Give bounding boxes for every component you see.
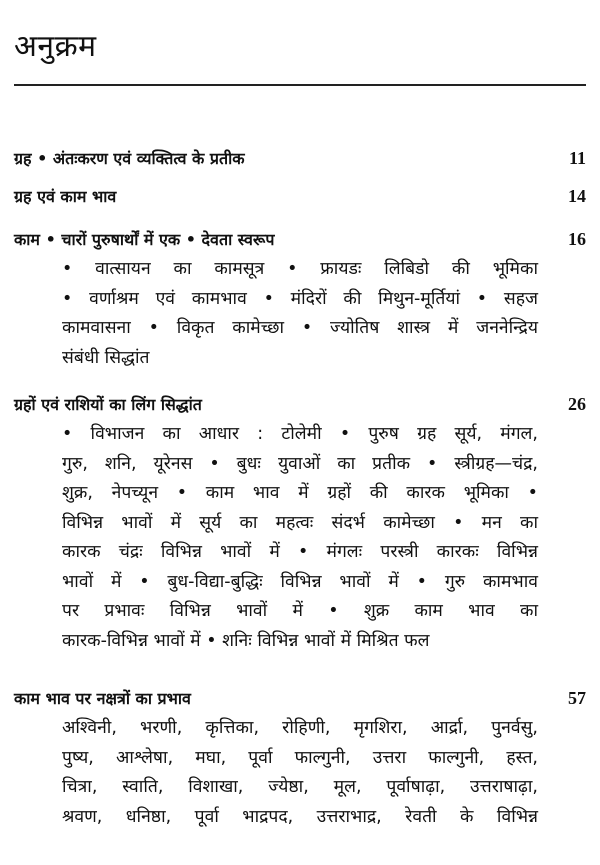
toc-page-number: 14 (568, 186, 586, 206)
subtopic-line: भावों में • बुध-विद्या-बुद्धिः विभिन्न भावों में • गुरु कामभाव (62, 571, 538, 592)
toc-entry-heading[interactable]: काम • चारों पुरुषार्थों में एक • देवता स्वरूप (14, 230, 275, 249)
toc-entry[interactable] (14, 224, 586, 373)
toc-entry[interactable] (14, 143, 586, 174)
subtopic-line: कारक-विभिन्न भावों में • शनिः विभिन्न भावों में मिश्रित फल (62, 630, 430, 651)
toc-page-number: 16 (568, 229, 586, 249)
subtopic-line: गुरु, शनि, यूरेनस • बुधः युवाओं का प्रतीक • स्त्रीग्रह—चंद्र, (62, 453, 538, 474)
subtopic-line: संबंधी सिद्धांत (62, 347, 150, 368)
toc-entry[interactable] (14, 683, 586, 832)
page-title: अनुक्रम (14, 29, 97, 64)
toc-entry-subtopics (62, 255, 538, 373)
toc-page-number: 26 (568, 394, 586, 414)
subtopic-line: • वर्णाश्रम एवं कामभाव • मंदिरों की मिथुन-मूर्तियां • सहज (62, 288, 538, 309)
toc-entry[interactable] (14, 181, 586, 212)
subtopic-line: विभिन्न भावों में सूर्य का महत्वः संदर्भ कामेच्छा • मन का (62, 512, 538, 533)
toc-entry-subtopics (62, 714, 538, 832)
toc-entry-heading[interactable]: काम भाव पर नक्षत्रों का प्रभाव (14, 689, 191, 708)
subtopic-line: चित्रा, स्वाति, विशाखा, ज्येष्ठा, मूल, पूर्वाषाढ़ा, उत्तराषाढ़ा, (62, 777, 538, 797)
toc-entry-subtopics (62, 420, 538, 656)
subtopic-line: अश्विनी, भरणी, कृत्तिका, रोहिणी, मृगशिरा, आर्द्रा, पुनर्वसु, (62, 718, 538, 738)
subtopic-line: शुक्र, नेपच्यून • काम भाव में ग्रहों की कारक भूमिका • (62, 483, 538, 503)
toc-entry-heading[interactable]: ग्रहों एवं राशियों का लिंग सिद्धांत (14, 395, 202, 414)
toc-page-number: 57 (568, 688, 586, 708)
toc-entry-heading[interactable]: ग्रह • अंतःकरण एवं व्यक्तित्व के प्रतीक (14, 149, 245, 168)
title-divider (14, 84, 586, 86)
toc-entry-heading[interactable]: ग्रह एवं काम भाव (14, 187, 117, 206)
subtopic-line: पुष्य, आश्लेषा, मघा, पूर्वा फाल्गुनी, उत्तरा फाल्गुनी, हस्त, (62, 747, 538, 768)
toc-page-number: 11 (568, 148, 586, 168)
subtopic-line: कामवासना • विकृत कामेच्छा • ज्योतिष शास्त्र में जननेन्द्रिय (62, 318, 538, 338)
subtopic-line: कारक चंद्रः विभिन्न भावों में • मंगलः परस्त्री कारकः विभिन्न (62, 542, 538, 562)
subtopic-line: • विभाजन का आधार : टोलेमी • पुरुष ग्रह सूर्य, मंगल, (62, 424, 538, 444)
subtopic-line: श्रवण, धनिष्ठा, पूर्वा भाद्रपद, उत्तराभाद्र, रेवती के विभिन्न (62, 806, 538, 827)
toc-entry[interactable] (14, 389, 586, 656)
subtopic-line: पर प्रभावः विभिन्न भावों में • शुक्र काम भाव का (62, 601, 538, 621)
subtopic-line: • वात्सायन का कामसूत्र • फ्रायडः लिबिडो की भूमिका (62, 259, 538, 279)
